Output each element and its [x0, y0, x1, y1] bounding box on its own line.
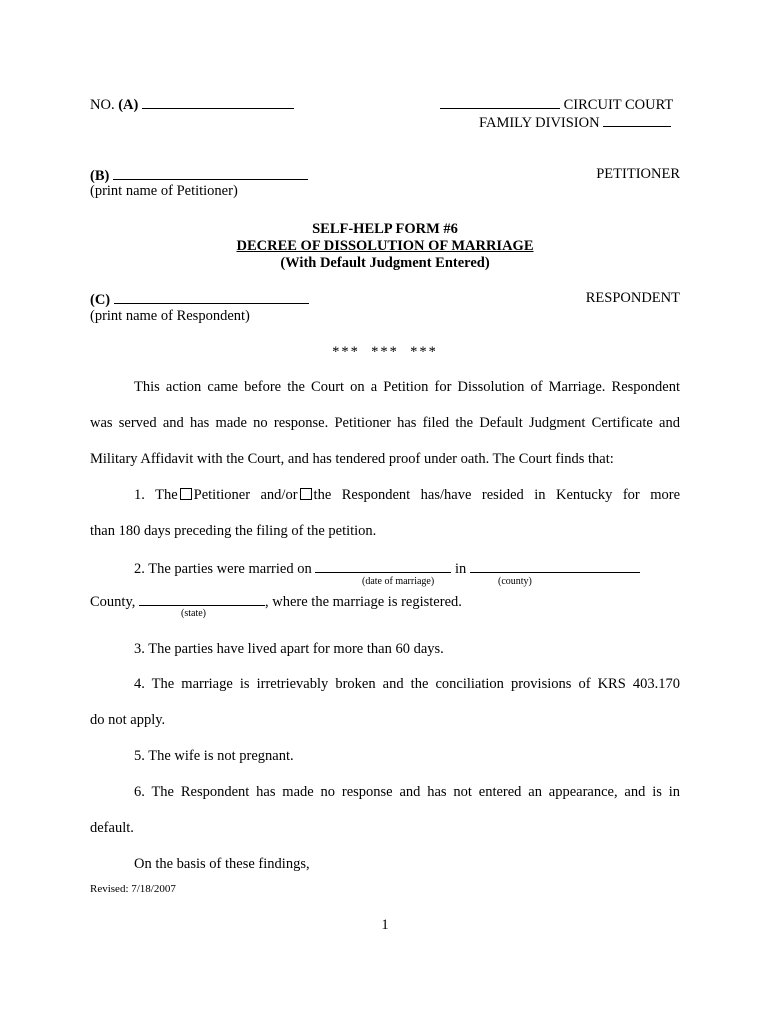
respondent-hint: (print name of Respondent) — [90, 308, 250, 324]
separator: *** *** *** — [332, 344, 438, 360]
finding-1-line-2: than 180 days preceding the filing of the petition. — [90, 523, 377, 539]
finding-2-line-2 — [90, 593, 462, 610]
case-number-code: (A) — [118, 97, 139, 113]
form-title-text: DECREE OF DISSOLUTION OF MARRIAGE — [236, 238, 534, 254]
petitioner-code: (B) — [90, 168, 110, 184]
petitioner-name-field[interactable] — [113, 167, 308, 180]
marriage-state-field[interactable] — [139, 593, 265, 606]
finding-2-line-1 — [134, 560, 640, 577]
finding-3: 3. The parties have lived apart for more than 60 days. — [134, 641, 444, 657]
case-number-row — [90, 96, 294, 113]
form-title — [0, 239, 770, 254]
revision-date: Revised: 7/18/2007 — [90, 883, 176, 895]
county-label: County, — [90, 594, 136, 610]
finding-4-line-2: do not apply. — [90, 712, 166, 728]
petitioner-hint: (print name of Petitioner) — [90, 183, 238, 199]
circuit-court-label: CIRCUIT COURT — [563, 97, 674, 113]
state-hint: (state) — [181, 608, 206, 619]
family-division-label: FAMILY DIVISION — [479, 115, 600, 131]
case-number-field[interactable] — [142, 96, 294, 109]
intro-line-1: This action came before the Court on a Petition for Dissolution of Marriage. Respondent — [134, 379, 680, 395]
marriage-county-field[interactable] — [470, 560, 640, 573]
finding-1-prefix: 1. The — [134, 487, 178, 503]
page-number: 1 — [381, 917, 389, 933]
respondent-code: (C) — [90, 292, 111, 308]
finding-5: 5. The wife is not pregnant. — [134, 748, 294, 764]
respondent-role: RESPONDENT — [585, 290, 680, 306]
petitioner-name-row — [90, 167, 308, 184]
finding-2-registered: , where the marriage is registered. — [265, 594, 462, 610]
petitioner-checkbox[interactable] — [180, 488, 192, 500]
finding-1-line-1 — [134, 488, 680, 503]
respondent-checkbox[interactable] — [300, 488, 312, 500]
intro-line-2: was served and has made no response. Petitioner has filed the Default Judgment Certificate and — [90, 415, 680, 431]
finding-1-petitioner: Petitioner and/or — [193, 487, 298, 503]
finding-2-in: in — [454, 561, 467, 577]
finding-1-respondent: the Respondent has/have resided in Kentucky for more — [313, 487, 681, 503]
finding-4-line-1: 4. The marriage is irretrievably broken and the conciliation provisions of KRS 403.170 — [134, 676, 680, 692]
petitioner-role: PETITIONER — [596, 166, 680, 182]
respondent-name-field[interactable] — [114, 291, 309, 304]
findings-basis: On the basis of these findings, — [134, 856, 310, 872]
family-division-field[interactable] — [603, 114, 671, 127]
family-division-row — [479, 114, 671, 131]
circuit-court-row — [440, 96, 673, 113]
finding-6-line-1: 6. The Respondent has made no response and has not entered an appearance, and is in — [134, 784, 680, 800]
form-subtitle: (With Default Judgment Entered) — [280, 255, 490, 271]
marriage-date-field[interactable] — [315, 560, 451, 573]
finding-2-prefix: 2. The parties were married on — [134, 561, 312, 577]
date-of-marriage-hint: (date of marriage) — [362, 576, 435, 587]
circuit-court-field[interactable] — [440, 96, 560, 109]
finding-6-line-2: default. — [90, 820, 134, 836]
respondent-name-row — [90, 291, 309, 308]
county-hint: (county) — [498, 576, 532, 587]
form-number: SELF-HELP FORM #6 — [312, 221, 458, 237]
case-number-label: NO. — [90, 97, 115, 113]
intro-line-3: Military Affidavit with the Court, and has tendered proof under oath. The Court finds that: — [90, 451, 614, 467]
